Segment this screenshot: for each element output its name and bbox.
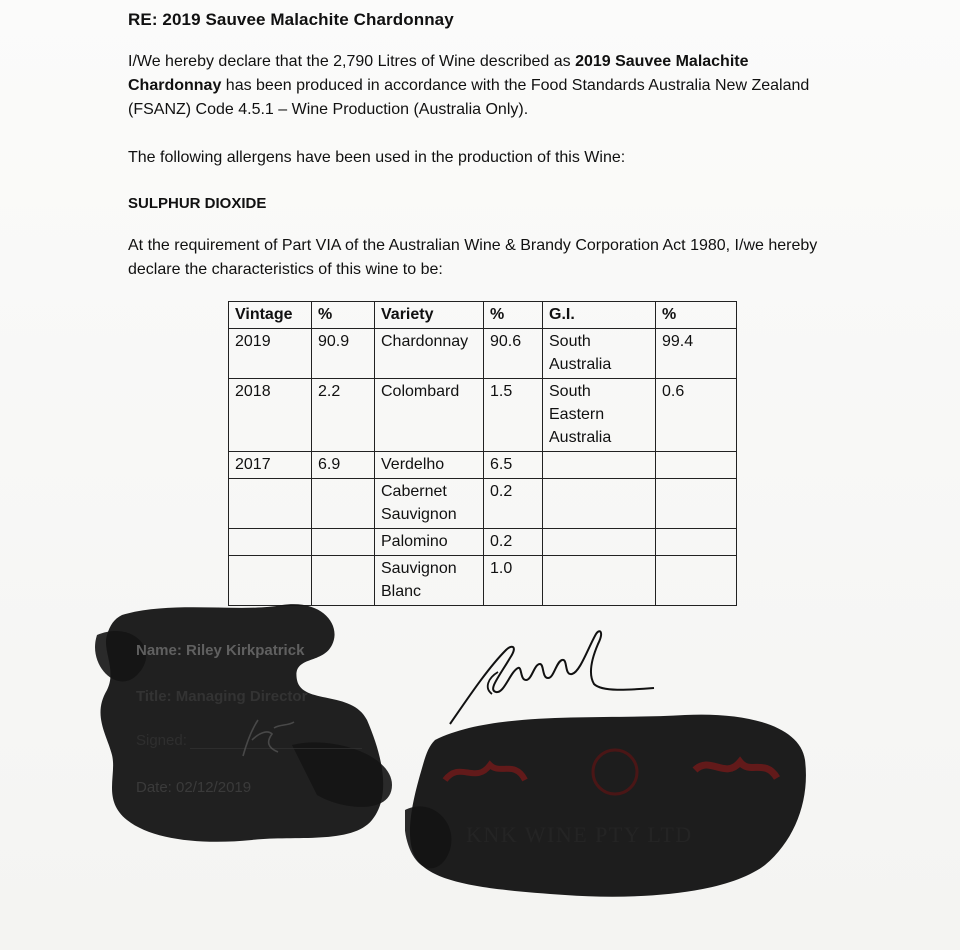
initials-signature xyxy=(238,718,298,758)
table-cell: South Australia xyxy=(543,329,656,379)
header-cell: Vintage xyxy=(229,302,312,329)
table-cell: 6.5 xyxy=(484,452,543,479)
table-cell: 6.9 xyxy=(312,452,375,479)
table-cell xyxy=(656,479,737,529)
table-row xyxy=(229,329,737,379)
table-cell: 90.6 xyxy=(484,329,543,379)
table-cell: Chardonnay xyxy=(375,329,484,379)
declaration-part2: has been produced in accordance with the Food Standards Australia New Zealand (FSANZ) Code 4.5.1 – Wine Production (Australia Only). xyxy=(128,77,810,118)
signatory-signed-label: Signed: xyxy=(136,732,187,749)
table-cell: 0.6 xyxy=(656,379,737,452)
table-cell xyxy=(312,479,375,529)
table-row xyxy=(229,379,737,452)
table-cell: 2018 xyxy=(229,379,312,452)
signatory-date: Date: 02/12/2019 xyxy=(136,779,252,796)
header-cell: Variety xyxy=(375,302,484,329)
table-cell xyxy=(543,452,656,479)
table-cell xyxy=(229,529,312,556)
table-cell: 99.4 xyxy=(656,329,737,379)
wine-name: 2019 Sauvee Malachite Chardonnay xyxy=(128,53,749,94)
table-cell xyxy=(543,479,656,529)
table-cell: 0.2 xyxy=(484,479,543,529)
table-cell xyxy=(312,529,375,556)
table-row xyxy=(229,529,737,556)
redaction-scribble-right xyxy=(405,700,815,900)
table-row xyxy=(229,452,737,479)
header-cell: % xyxy=(312,302,375,329)
table-header-row xyxy=(229,302,737,329)
table-cell: 2017 xyxy=(229,452,312,479)
table-cell xyxy=(229,479,312,529)
allergens-list: SULPHUR DIOXIDE xyxy=(128,195,267,212)
table-cell: Verdelho xyxy=(375,452,484,479)
declaration-part1: I/We hereby declare that the 2,790 Litres of Wine described as xyxy=(128,53,576,70)
subject-text: 2019 Sauvee Malachite Chardonnay xyxy=(162,10,454,29)
characteristics-intro: At the requirement of Part VIA of the Australian Wine & Brandy Corporation Act 1980, I/we hereby declare the characteristics of this wine to be: xyxy=(128,237,818,278)
table-cell: 1.0 xyxy=(484,556,543,606)
company-stamp-text: KNK WINE PTY LTD xyxy=(466,822,693,847)
table-cell: 1.5 xyxy=(484,379,543,452)
signatory-title: Title: Managing Director xyxy=(136,688,308,705)
table-cell: 2.2 xyxy=(312,379,375,452)
table-cell: Cabernet Sauvignon xyxy=(375,479,484,529)
allergens-intro: The following allergens have been used in the production of this Wine: xyxy=(128,149,626,166)
table-cell: 0.2 xyxy=(484,529,543,556)
header-cell: % xyxy=(656,302,737,329)
table-cell: Palomino xyxy=(375,529,484,556)
table-cell: 90.9 xyxy=(312,329,375,379)
table-cell xyxy=(656,556,737,606)
table-cell: 2019 xyxy=(229,329,312,379)
table-cell xyxy=(656,529,737,556)
signatory-name: Name: Riley Kirkpatrick xyxy=(136,642,305,659)
table-cell xyxy=(656,452,737,479)
header-cell: % xyxy=(484,302,543,329)
header-cell: G.I. xyxy=(543,302,656,329)
subject-line xyxy=(128,10,454,30)
table-cell xyxy=(543,556,656,606)
table-cell: Sauvignon Blanc xyxy=(375,556,484,606)
table-cell: South Eastern Australia xyxy=(543,379,656,452)
table-cell: Colombard xyxy=(375,379,484,452)
re-prefix: RE: xyxy=(128,10,158,29)
wine-characteristics-table xyxy=(228,301,737,606)
table-row xyxy=(229,479,737,529)
table-cell xyxy=(543,529,656,556)
declaration-paragraph xyxy=(128,50,833,122)
